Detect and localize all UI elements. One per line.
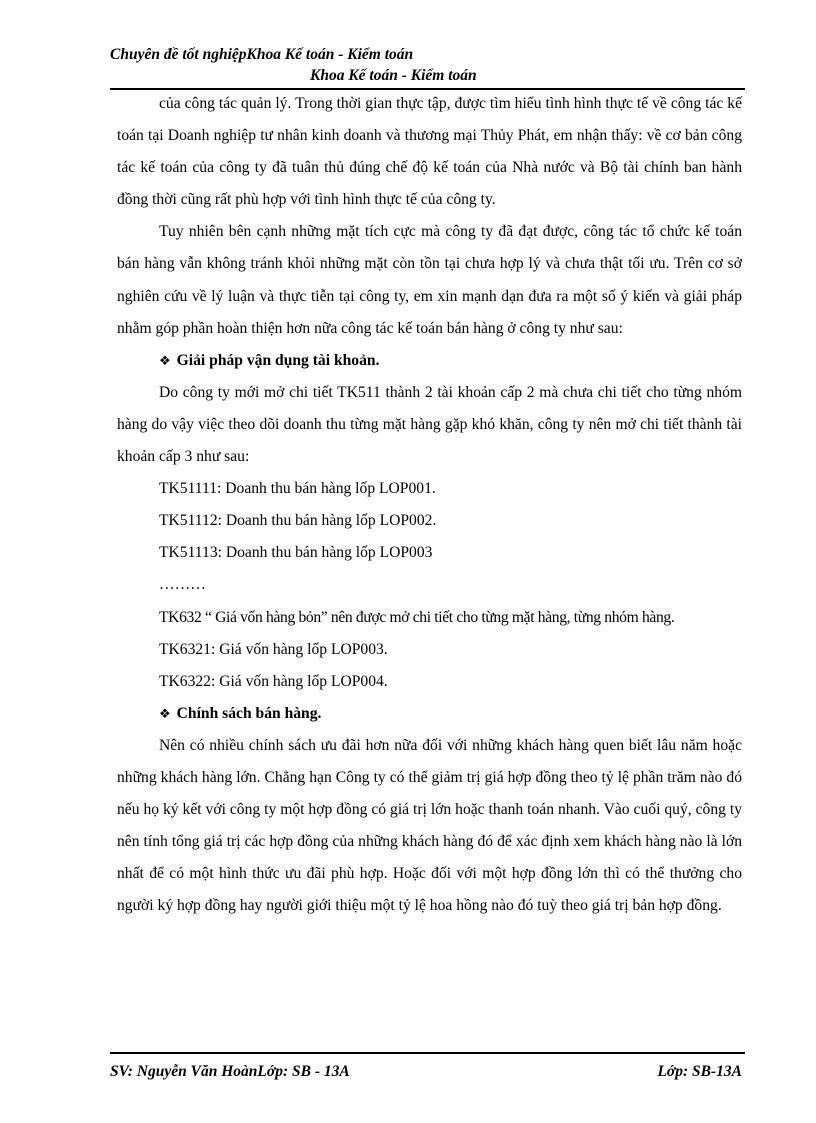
page-body: [117, 88, 742, 922]
footer-divider: [110, 1052, 745, 1054]
account-line-4: TK632 “ Giá vốn hàng bỏn” nên được mở chi tiết cho từng mặt hàng, từng nhóm hàng.: [159, 608, 675, 626]
diamond-bullet-icon: ❖: [159, 705, 171, 721]
paragraph-3: Do công ty mới mở chi tiết TK511 thành 2 tài khoản cấp 2 mà chưa chi tiết cho từng nhóm hàng do vậy việc theo dõi doanh thu từng mặt hàng gặp khó khăn, công ty nên mở chi tiết thành tài khoản cấp 3 như sau:: [117, 383, 742, 466]
page-header: [110, 44, 750, 86]
account-line-3: TK51113: Doanh thu bán hàng lốp LOP003: [159, 544, 433, 562]
header-line-1: Chuyên đề tốt nghiệpKhoa Kế toán - Kiểm toán: [110, 46, 414, 63]
footer-student: SV: Nguyễn Văn HoànLớp: SB - 13A: [110, 1063, 350, 1080]
section-heading-accounts-text: Giải pháp vận dụng tài khoản.: [176, 351, 380, 369]
diamond-bullet-icon: ❖: [159, 352, 171, 368]
account-line-2: TK51112: Doanh thu bán hàng lốp LOP002.: [159, 512, 437, 530]
ellipsis-line: ………: [159, 576, 206, 594]
account-line-5: TK6321: Giá vốn hàng lốp LOP003.: [159, 640, 388, 658]
section-heading-sales-policy: [117, 698, 742, 730]
footer-class: Lớp: SB-13A: [657, 1063, 742, 1080]
account-line-1: TK51111: Doanh thu bán hàng lốp LOP001.: [159, 480, 436, 498]
paragraph-2: Tuy nhiên bên cạnh những mặt tích cực mà công ty đã đạt được, công tác tổ chức kế toán bán hàng vẫn không tránh khỏi những mặt còn tồn tại chưa hợp lý và chưa thật tối ưu. Trên cơ sở nghiên cứu về lý luận và thực tiễn tại công ty, em xin mạnh dạn đưa ra một số ý kiến và giải pháp nhằm góp phần hoàn thiện hơn nữa công tác kế toán bán hàng ở công ty như sau:: [117, 223, 742, 337]
section-heading-sales-policy-text: Chính sách bán hàng.: [176, 704, 322, 722]
paragraph-4: Nên có nhiều chính sách ưu đãi hơn nữa đối với những khách hàng quen biết lâu năm hoặc những khách hàng lớn. Chẳng hạn Công ty có thể giảm trị giá hợp đồng theo tỷ lệ phần trăm nào đó nếu họ ký kết với công ty một hợp đồng có giá trị lớn hoặc thanh toán nhanh. Vào cuối quý, công ty nên tính tổng giá trị các hợp đồng của những khách hàng đó để xác định xem khách hàng nào là lớn nhất để có một hình thức ưu đãi phù hợp. Hoặc đối với một hợp đồng lớn thì có thể thưởng cho người ký hợp đồng hay người giới thiệu một tỷ lệ hoa hồng nào đó tuỳ theo giá trị bản hợp đồng.: [117, 736, 742, 915]
header-line-2: Khoa Kế toán - Kiểm toán: [310, 67, 477, 84]
account-line-6: TK6322: Giá vốn hàng lốp LOP004.: [159, 672, 388, 690]
paragraph-1: của công tác quản lý. Trong thời gian thực tập, được tìm hiểu tình hình thực tế về công tác kế toán tại Doanh nghiệp tư nhân kinh doanh và thương mại Thủy Phát, em nhận thấy: về cơ bản công tác kế toán của công ty đã tuân thủ đúng chế độ kế toán của Nhà nước và Bộ tài chính ban hành đồng thời cũng rất phù hợp với tình hình thực tế của công ty.: [117, 95, 742, 209]
section-heading-accounts: [117, 345, 742, 377]
